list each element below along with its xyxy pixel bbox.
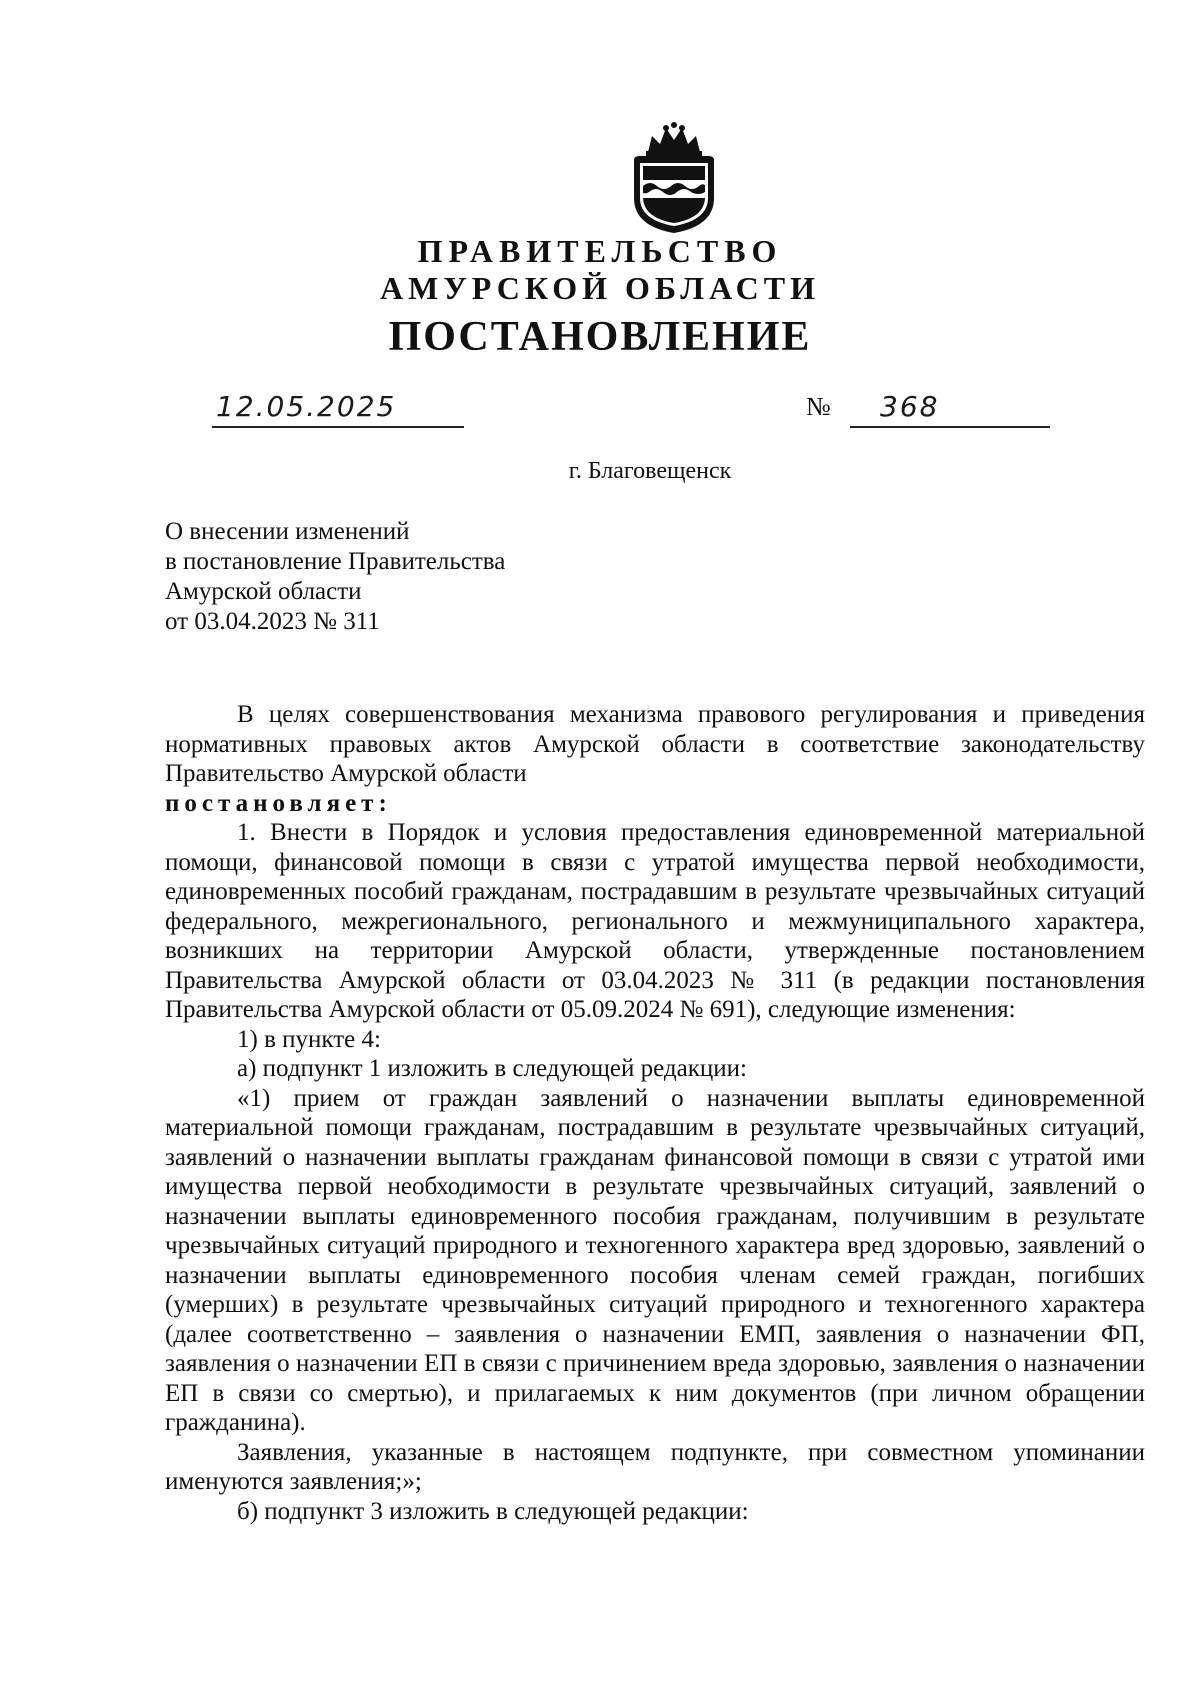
document-body xyxy=(165,700,1145,1526)
subject-line: Амурской области xyxy=(165,578,362,605)
decree-word: постановляет: xyxy=(165,789,392,817)
subject-line: в постановление Правительства xyxy=(165,548,506,575)
number-label: № xyxy=(806,392,831,421)
document-type-title: ПОСТАНОВЛЕНИЕ xyxy=(388,314,812,360)
handwritten-date: 12.05.2025 xyxy=(216,390,397,423)
subitem-1-paragraph: 1) в пункте 4: xyxy=(237,1025,381,1053)
org-name-line2: АМУРСКОЙ ОБЛАСТИ xyxy=(380,270,820,306)
subject-line: от 03.04.2023 № 311 xyxy=(165,608,380,635)
amur-oblast-coat-of-arms-icon xyxy=(626,122,722,235)
date-field xyxy=(212,390,464,428)
subitem-1b-paragraph: б) подпункт 3 изложить в следующей редакции: xyxy=(237,1497,749,1525)
number-field xyxy=(850,390,1050,428)
document-subject xyxy=(165,517,505,637)
subitem-1a-paragraph: а) подпункт 1 изложить в следующей редакции: xyxy=(237,1055,747,1082)
city-line: г. Благовещенск xyxy=(568,458,732,484)
org-name-line1: ПРАВИТЕЛЬСТВО xyxy=(417,233,783,269)
quoted-subitem-paragraph: «1) прием от граждан заявлений о назначении выплаты единовременной материальной помощи гражданам, пострадавшим в результате чрезвычайных ситуаций, заявлений о назначении выплаты гражданам финансовой помощи в связи с утратой ими имущества первой необходимости в результате чрезвычайных ситуаций, заявлений о назначении выплаты единовременного пособия гражданам, получившим в результате чрезвычайных ситуаций природного и техногенного характера вред здоровью, заявлений о назначении выплаты единовременного пособия членам семей граждан, погибших (умерших) в результате чрезвычайных ситуаций природного и техногенного характера (далее соответственно – заявления о назначении ЕМП, заявления о назначении ФП, заявления о назначении ЕП в связи с причинением вреда здоровью, заявления о назначении ЕП в связи со смертью), и прилагаемых к ним документов (при личном обращении гражданина). xyxy=(165,1084,1145,1436)
item-1-paragraph: 1. Внести в Порядок и условия предоставления единовременной материальной помощи, финансовой помощи в связи с утратой имущества первой необходимости, единовременных пособий гражданам, пострадавшим в результате чрезвычайных ситуаций федерального, межрегионального, регионального и межмуниципального характера, возникших на территории Амурской области, утвержденные постановлением Правительства Амурской области от 03.04.2023 № 311 (в редакции постановления Правительства Амурской области от 05.09.2024 № 691), следующие изменения: xyxy=(165,819,1145,1023)
handwritten-number: 368 xyxy=(880,390,940,423)
subject-line: О внесении изменений xyxy=(165,518,410,545)
preamble-paragraph: В целях совершенствования механизма правового регулирования и приведения нормативных правовых актов Амурской области в соответствие законодательству Правительство Амурской области xyxy=(165,701,1145,787)
quoted-subitem-tail-paragraph: Заявления, указанные в настоящем подпункте, при совместном упоминании именуются заявления;»; xyxy=(165,1438,1145,1495)
